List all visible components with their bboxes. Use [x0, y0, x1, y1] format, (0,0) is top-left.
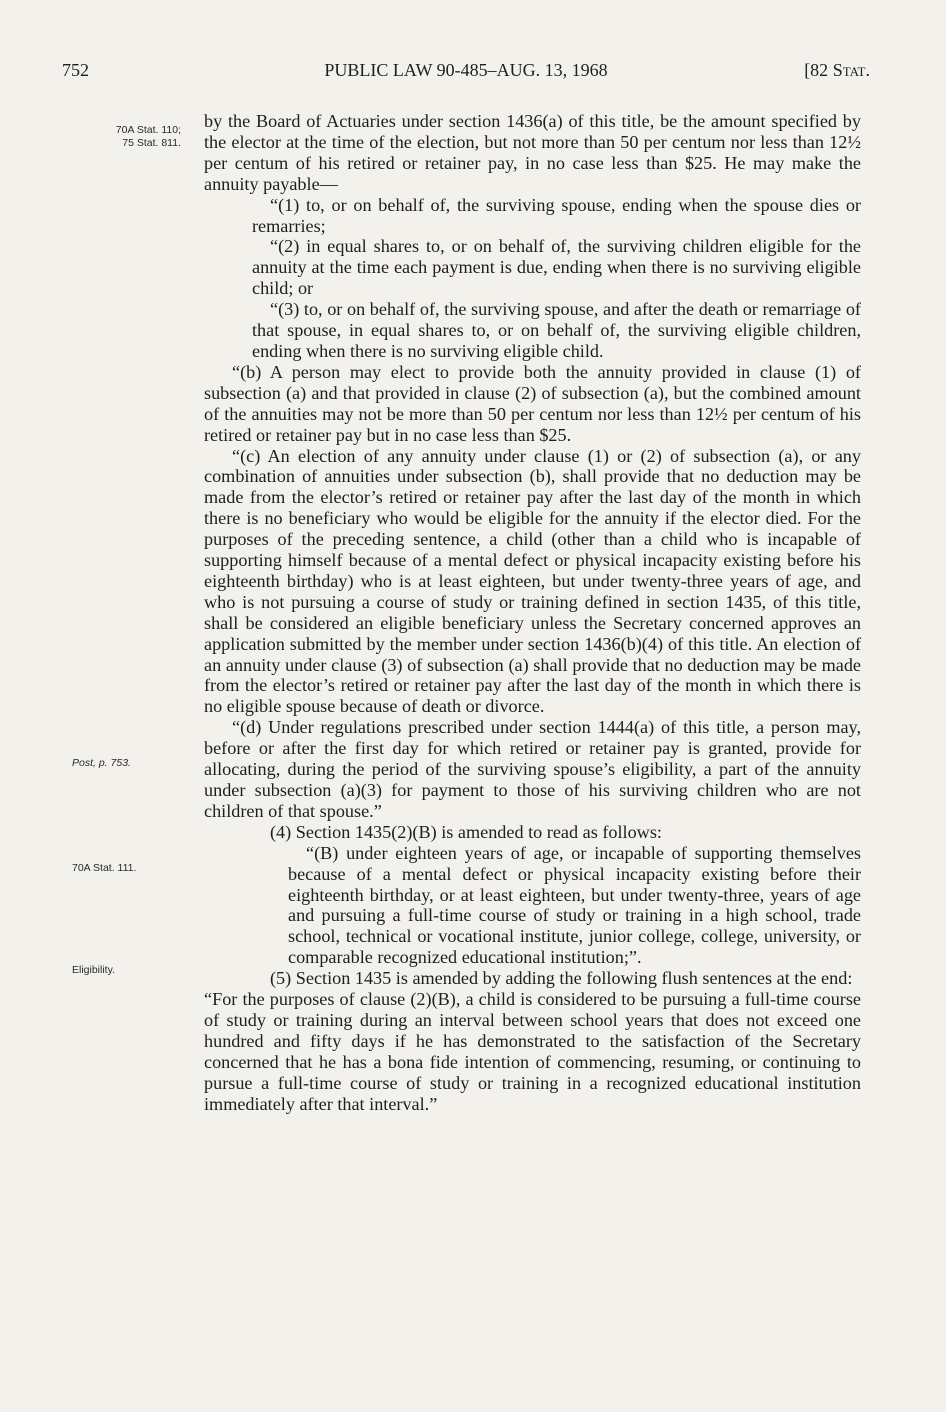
margin-note-line: 75 Stat. 811. [122, 137, 181, 149]
subsection-c: “(c) An election of any annuity under clause (1) or (2) of subsection (a), or any combination of annuities under subsection (b), shall provide that no deduction may be made from the elector’s retired or retainer pay after the last day of the month in which there is no beneficiary who would be eligible for the annuity if the elector died. For the purposes of the preceding sentence, a child (other than a child who is incapable of supporting himself because of a mental defect or physical incapacity existing before his eighteenth birthday) who is at least eighteen, but under twenty-three years of age, and who is not pursuing a course of study or training defined in section 1435, of this title, shall be considered an eligible beneficiary unless the Secretary concerned approves an application submitted by the member under section 1436(b)(4) of this title. An election of an annuity under clause (3) of subsection (a) shall provide that no deduction may be made from the elector’s retired or retainer pay after the last day of the month in which there is no eligible spouse because of death or divorce. [204, 445, 861, 717]
page-header [62, 60, 870, 84]
statute-body [204, 111, 861, 1115]
margin-note-eligibility: Eligibility. [72, 964, 115, 976]
margin-note-citation-2: 70A Stat. 111. [72, 862, 137, 874]
page-number: 752 [62, 60, 89, 80]
margin-note-post: Post, p. 753. [72, 757, 131, 769]
subsection-b: “(b) A person may elect to provide both the annuity provided in clause (1) of subsection (a) and that provided in clause (2) of subsection (a), but the combined amount of the annuities may not be more than 50 per centum nor less than 12½ per centum of his retired or retainer pay but in no case less than $25. [204, 361, 861, 445]
clause-1: “(1) to, or on behalf of, the surviving spouse, ending when the spouse dies or remarries; [252, 194, 861, 236]
subsection-d: “(d) Under regulations prescribed under section 1444(a) of this title, a person may, before or after the first day for which retired or retainer pay is granted, provide for allocating, during the period of the surviving spouse’s eligibility, a part of the annuity under subsection (a)(3) for payment to those of his surviving children who are not children of that spouse.” [204, 717, 861, 821]
quoted-clause-b: “(B) under eighteen years of age, or incapable of supporting themselves because of a mental defect or physical incapacity existing before their eighteenth birthday, or at least eighteen, but under twenty-three, years of age and pursuing a full-time course of study or training in a high school, trade school, technical or vocational institute, junior college, college, university, or comparable recognized educational institution;”. [288, 842, 861, 968]
amendment-item-5: (5) Section 1435 is amended by adding the following flush sentences at the end: [270, 968, 853, 989]
margin-note-line: 70A Stat. 110; [115, 124, 181, 136]
flush-sentence: “For the purposes of clause (2)(B), a child is considered to be pursuing a full-time course of study or training during an interval between school years that does not exceed one hundred and fifty days if he has demonstrated to the satisfaction of the Secretary concerned that he has a bona fide intention of commencing, resuming, or continuing to pursue a full-time course of study or training in a recognized educational institution immediately after that interval.” [204, 989, 861, 1114]
amendment-item-4: (4) Section 1435(2)(B) is amended to read as follows: [270, 821, 662, 842]
margin-note-citation-1 [56, 124, 181, 150]
statute-volume [804, 60, 870, 81]
clause-2: “(2) in equal shares to, or on behalf of, the surviving children eligible for the annuity at the time each payment is due, ending when there is no surviving eligible child; or [252, 236, 861, 299]
statute-volume-word: Stat. [832, 60, 870, 80]
intro-paragraph: by the Board of Actuaries under section 1436(a) of this title, be the amount specified by the elector at the time of the election, but not more than 50 per centum nor less than 12½ per centum of his retired or retainer pay, in no case less than $25. He may make the annuity payable— [204, 111, 861, 194]
statute-volume-number: [82 [804, 60, 829, 80]
running-title: PUBLIC LAW 90-485–AUG. 13, 1968 [324, 60, 608, 80]
clause-3: “(3) to, or on behalf of, the surviving spouse, and after the death or remarriage of that spouse, in equal shares to, or on behalf of, the surviving eligible children, ending when there is no surviving eligible child. [252, 299, 861, 361]
